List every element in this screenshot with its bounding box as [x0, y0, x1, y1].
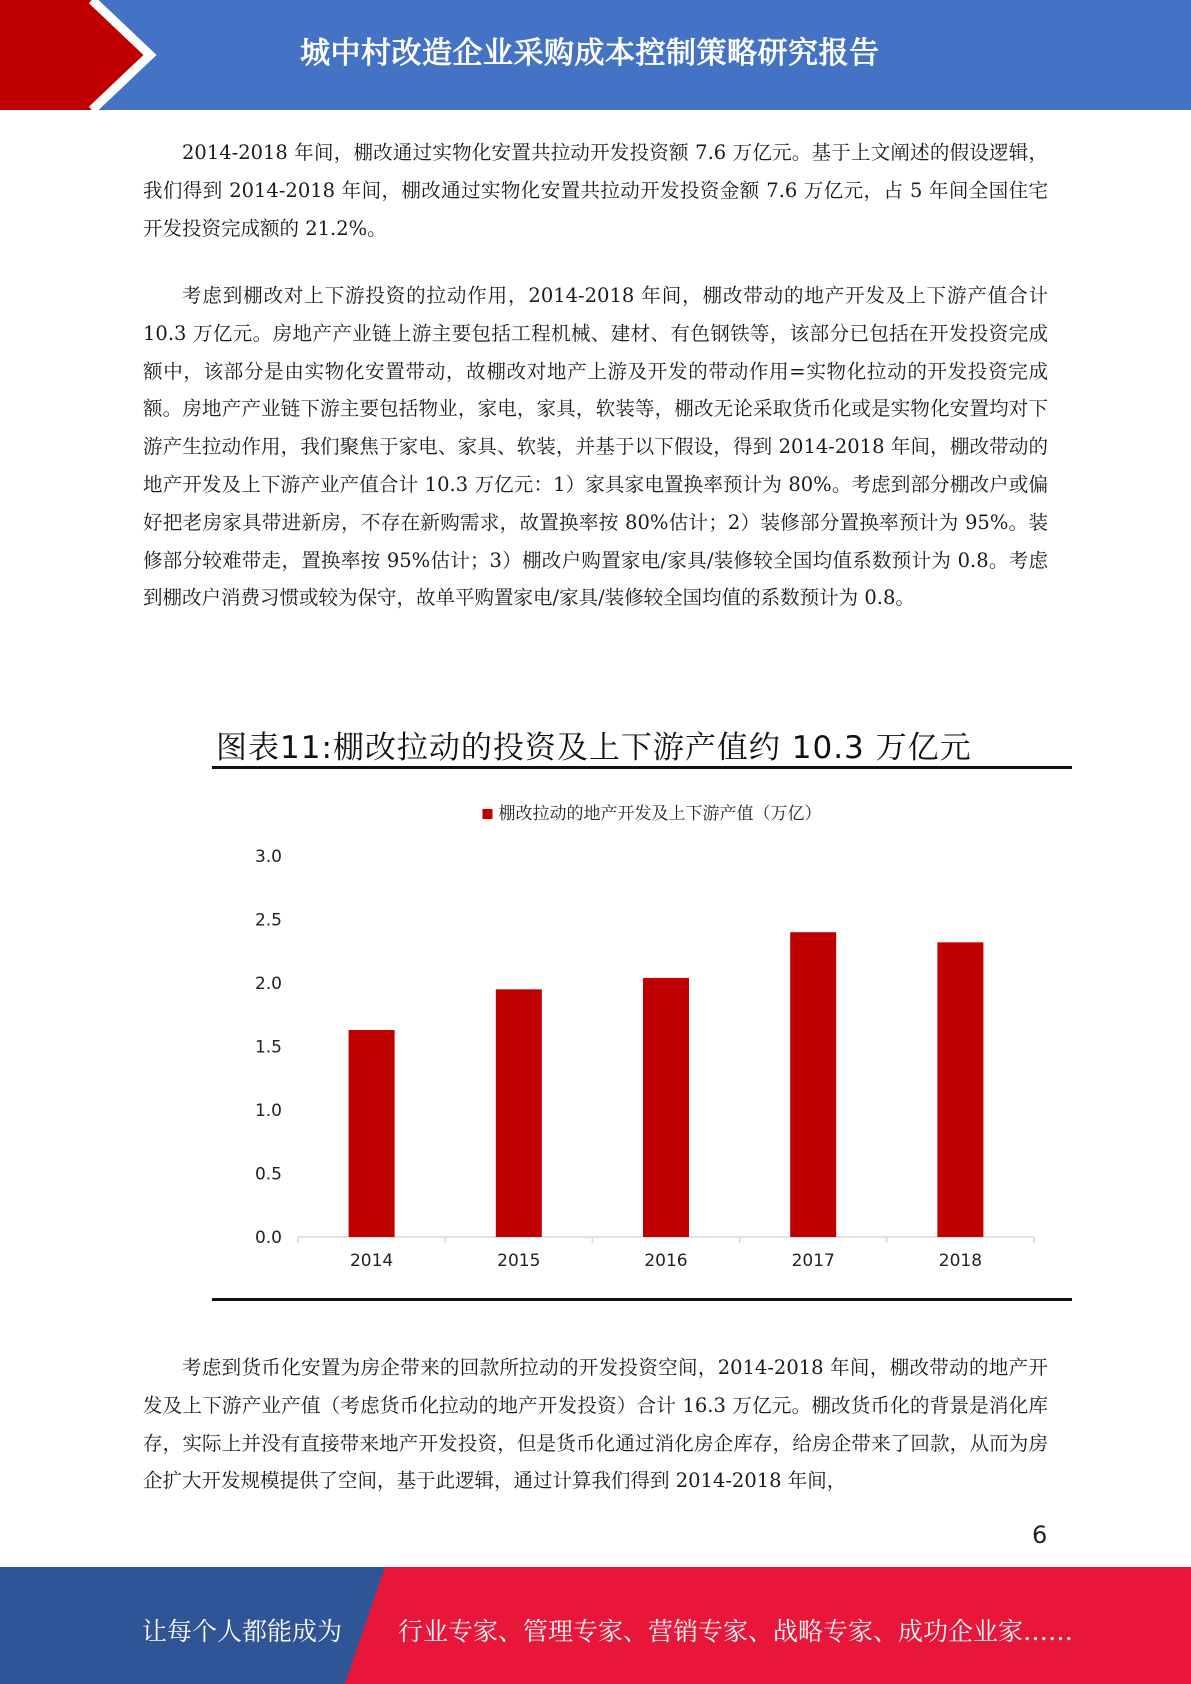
bar-2017	[790, 932, 836, 1237]
page-number: 6	[1032, 1521, 1048, 1549]
bar-chart	[212, 780, 1072, 1290]
y-tick-label: 2.0	[254, 974, 282, 994]
bar-2015	[496, 989, 542, 1237]
y-tick-label: 0.0	[254, 1228, 282, 1248]
y-tick-label: 2.5	[254, 910, 282, 931]
bar-2016	[643, 978, 689, 1237]
bar-2014	[349, 1030, 395, 1237]
report-title: 城中村改造企业采购成本控制策略研究报告	[300, 36, 880, 71]
y-tick-label: 0.5	[254, 1164, 282, 1185]
x-tick-label: 2017	[791, 1251, 835, 1271]
figure-caption: 图表11:棚改拉动的投资及上下游产值约 10.3 万亿元	[216, 730, 972, 766]
legend-label: 棚改拉动的地产开发及上下游产值（万亿）	[498, 804, 822, 824]
x-tick-label: 2015	[497, 1251, 541, 1271]
paragraph-1: 2014-2018 年间，棚改通过实物化安置共拉动开发投资额 7.6 万亿元。基于上文阐述的假设逻辑，我们得到 2014-2018 年间，棚改通过实物化安置共拉动开发投资金额 7.6 万亿元，占 5 年间全国住宅开发投资完成额的 21.2%。	[143, 141, 1048, 240]
page-header	[0, 0, 1191, 110]
figure-top-rule	[212, 766, 1072, 769]
paragraph-3: 考虑到货币化安置为房企带来的回款所拉动的开发投资空间，2014-2018 年间，棚改带动的地产开发及上下游产业产值（考虑货币化拉动的地产开发投资）合计 16.3 万亿元。棚改货币化的背景是消化库存，实际上并没有直接带来地产开发投资，但是货币化通过消化房企库存，给房企带来了回款，从而为房企扩大开发规模提供了空间，基于此逻辑，通过计算我们得到 2014-2018 年间，	[143, 1356, 1048, 1493]
y-tick-label: 3.0	[254, 847, 282, 867]
paragraph-2: 考虑到棚改对上下游投资的拉动作用，2014-2018 年间，棚改带动的地产开发及上下游产值合计 10.3 万亿元。房地产产业链上游主要包括工程机械、建材、有色钢铁等，该部分已包括在开发投资完成额中，该部分是由实物化安置带动，故棚改对地产上游及开发的带动作用=实物化拉动的开发投资完成额。房地产产业链下游主要包括物业，家电，家具，软装等，棚改无论采取货币化或是实物化安置均对下游产生拉动作用，我们聚焦于家电、家具、软装，并基于以下假设，得到 2014-2018 年间，棚改带动的地产开发及上下游产业产值合计 10.3 万亿元：1）家具家电置换率预计为 80%。考虑到部分棚改户或偏好把老房家具带进新房，不存在新购需求，故置换率按 80%估计；2）装修部分置换率预计为 95%。装修部分较难带走，置换率按 95%估计；3）棚改户购置家电/家具/装修较全国均值系数预计为 0.8。考虑到棚改户消费习惯或较为保守，故单平购置家电/家具/装修较全国均值的系数预计为 0.8。	[143, 284, 1048, 610]
y-tick-label: 1.0	[254, 1101, 282, 1121]
x-tick-label: 2018	[938, 1251, 983, 1271]
x-tick-label: 2016	[644, 1251, 688, 1271]
legend-swatch	[483, 809, 493, 819]
bar-2018	[937, 942, 983, 1237]
page-footer	[0, 1567, 1191, 1684]
figure-bottom-rule	[212, 1298, 1072, 1301]
footer-slogan-left: 让每个人都能成为	[142, 1617, 343, 1646]
footer-slogan-right: 行业专家、管理专家、营销专家、战略专家、成功企业家……	[398, 1617, 1074, 1646]
x-tick-label: 2014	[349, 1251, 394, 1271]
y-tick-label: 1.5	[254, 1037, 282, 1058]
